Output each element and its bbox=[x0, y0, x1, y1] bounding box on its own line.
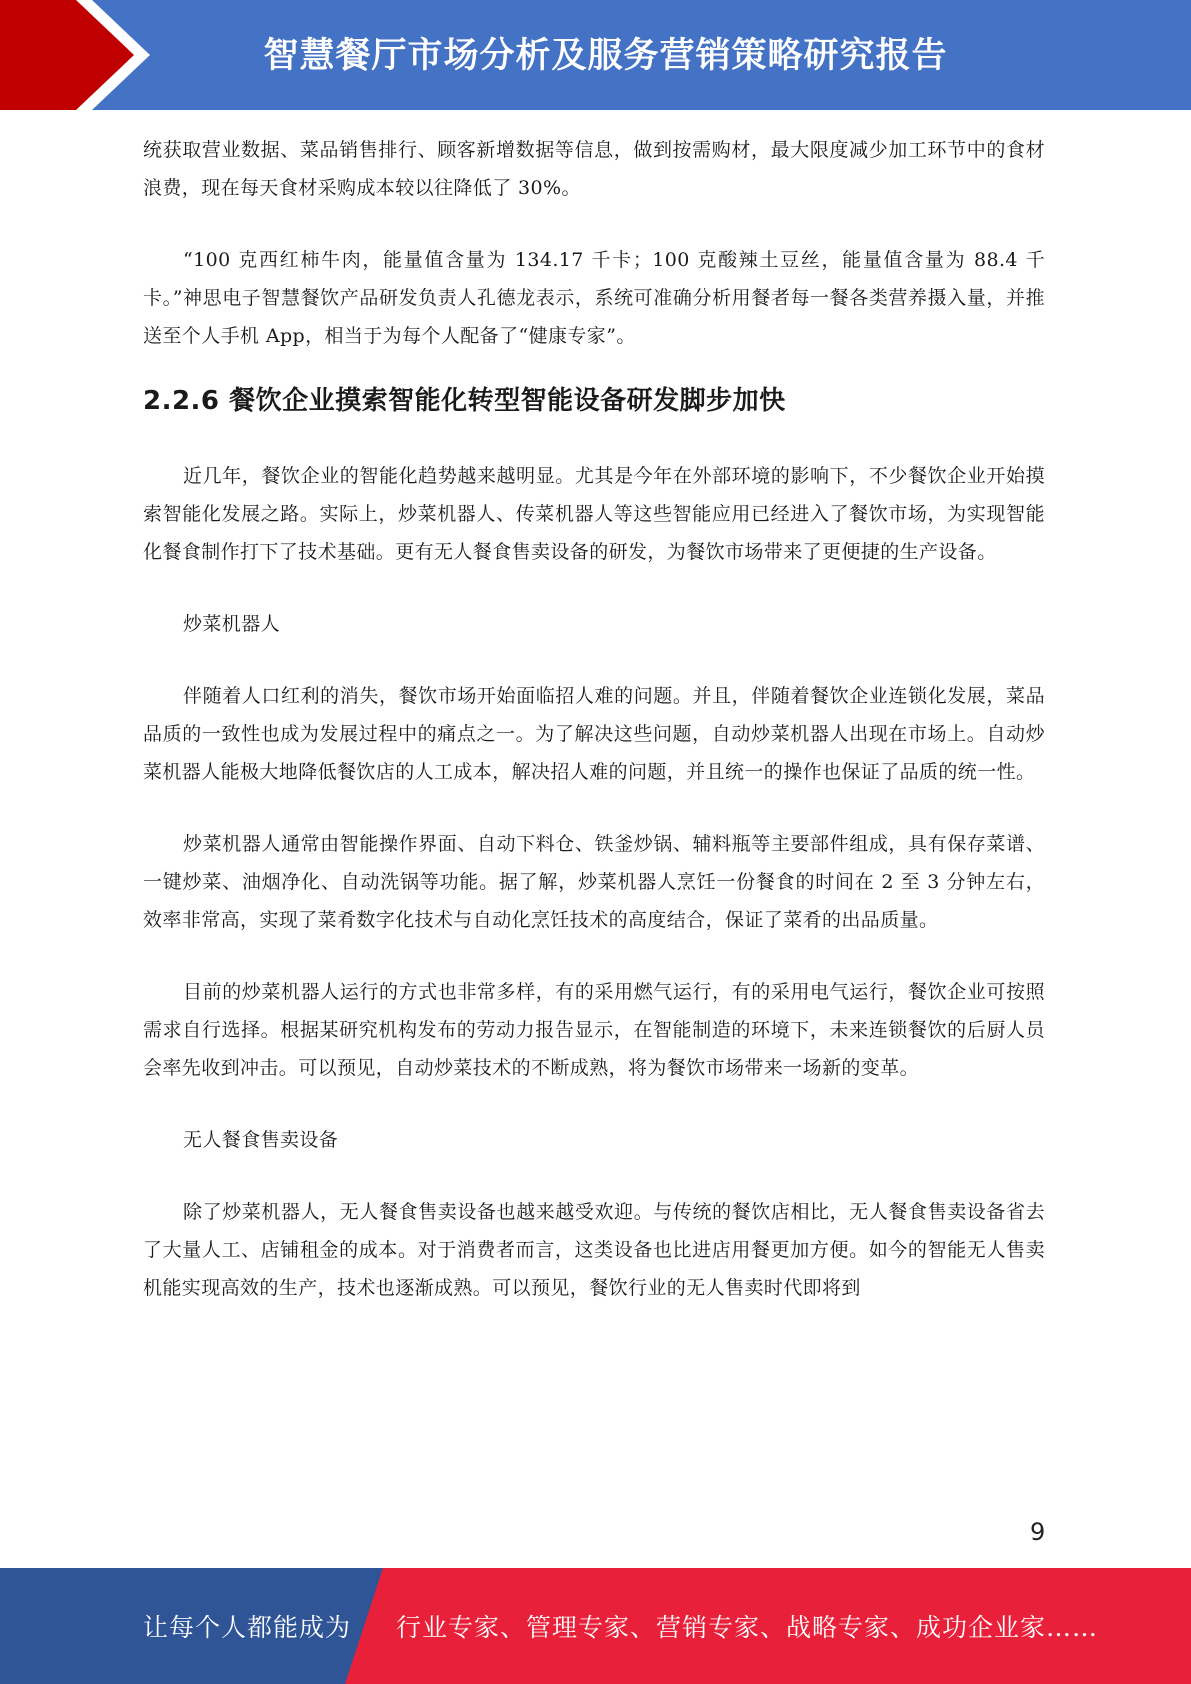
page-content bbox=[143, 131, 1045, 1307]
page-number: 9 bbox=[1030, 1518, 1046, 1546]
footer-slogan-left: 让每个人都能成为 bbox=[143, 1613, 352, 1642]
page-footer bbox=[0, 1568, 1191, 1684]
paragraph: 除了炒菜机器人，无人餐食售卖设备也越来越受欢迎。与传统的餐饮店相比，无人餐食售卖设备省去了大量人工、店铺租金的成本。对于消费者而言，这类设备也比进店用餐更加方便。如今的智能无人售卖机能实现高效的生产，技术也逐渐成熟。可以预见，餐饮行业的无人售卖时代即将到 bbox=[143, 1201, 1045, 1299]
report-title: 智慧餐厅市场分析及服务营销策略研究报告 bbox=[263, 36, 948, 76]
paragraph: 目前的炒菜机器人运行的方式也非常多样，有的采用燃气运行，有的采用电气运行，餐饮企业可按照需求自行选择。根据某研究机构发布的劳动力报告显示，在智能制造的环境下，未来连锁餐饮的后厨人员会率先收到冲击。可以预见，自动炒菜技术的不断成熟，将为餐饮市场带来一场新的变革。 bbox=[143, 981, 1045, 1079]
footer-slogan-right: 行业专家、管理专家、营销专家、战略专家、成功企业家…… bbox=[396, 1613, 1099, 1642]
paragraph: 炒菜机器人通常由智能操作界面、自动下料仓、铁釜炒锅、辅料瓶等主要部件组成，具有保存菜谱、一键炒菜、油烟净化、自动洗锅等功能。据了解，炒菜机器人烹饪一份餐食的时间在 2 至 3 分钟左右，效率非常高，实现了菜肴数字化技术与自动化烹饪技术的高度结合，保证了菜肴的出品质量。 bbox=[143, 833, 1045, 931]
paragraph: “100 克西红柿牛肉，能量值含量为 134.17 千卡；100 克酸辣土豆丝，能量值含量为 88.4 千卡。”神思电子智慧餐饮产品研发负责人孔德龙表示，系统可准确分析用餐者每一餐各类营养摄入量，并推送至个人手机 App，相当于为每个人配备了“健康专家”。 bbox=[143, 249, 1045, 347]
subheading: 无人餐食售卖设备 bbox=[183, 1129, 339, 1151]
paragraph: 统获取营业数据、菜品销售排行、顾客新增数据等信息，做到按需购材，最大限度减少加工环节中的食材浪费，现在每天食材采购成本较以往降低了 30%。 bbox=[143, 139, 1045, 199]
page-header bbox=[0, 0, 1191, 110]
paragraph: 近几年，餐饮企业的智能化趋势越来越明显。尤其是今年在外部环境的影响下，不少餐饮企业开始摸索智能化发展之路。实际上，炒菜机器人、传菜机器人等这些智能应用已经进入了餐饮市场，为实现智能化餐食制作打下了技术基础。更有无人餐食售卖设备的研发，为餐饮市场带来了更便捷的生产设备。 bbox=[143, 465, 1045, 563]
section-heading: 2.2.6 餐饮企业摸索智能化转型智能设备研发脚步加快 bbox=[143, 386, 786, 416]
subheading: 炒菜机器人 bbox=[183, 613, 281, 635]
paragraph: 伴随着人口红利的消失，餐饮市场开始面临招人难的问题。并且，伴随着餐饮企业连锁化发展，菜品品质的一致性也成为发展过程中的痛点之一。为了解决这些问题，自动炒菜机器人出现在市场上。自动炒菜机器人能极大地降低餐饮店的人工成本，解决招人难的问题，并且统一的操作也保证了品质的统一性。 bbox=[143, 685, 1045, 783]
